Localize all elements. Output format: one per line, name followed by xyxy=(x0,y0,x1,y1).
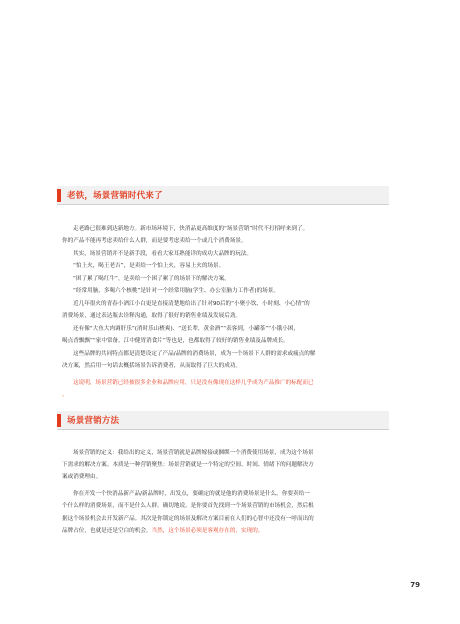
paragraph-line-text: 品牌占位，也就是还是空白的机会。 xyxy=(62,528,152,534)
paragraph-line xyxy=(62,526,392,538)
section-header-2 xyxy=(57,411,389,430)
paragraph-line: “怕上火，喝王老吉”，是卖给一个怕上火，容易上火的场景。 xyxy=(73,263,225,269)
paragraph-line: 案或消费理由。 xyxy=(62,474,102,480)
highlight-line: 这说明，场景营销已经被很多企业和品牌应用，只是没有像现在这样几乎成为产品推广的标配而已 xyxy=(73,380,314,386)
paragraph-line: 消费场景，通过表达瓶去诠释沟通，取得了很好的销售业绩及发展后劲。 xyxy=(62,313,242,319)
page-number: 79 xyxy=(410,581,420,589)
section-header-1 xyxy=(57,186,389,205)
paragraph-line: 走老路已很难到达新地方。新市场环境下，快消品更高维度的“场景营销”时代不打招呼来到了。 xyxy=(73,226,309,232)
paragraph-line: 喝点香飘飘”“家中常备，江中健胃消食片”等也是，也都取得了较好的销售业绩及品牌成长。 xyxy=(62,338,289,344)
paragraph-line: 决方案，然后用一句话去概括场景告诉消费者，从而取得了巨大的成功。 xyxy=(62,363,242,369)
paragraph-line: 个什么样的消费场景，而不是什么人群。确切地说，是你要首先找到一个场景营销的市场机会，然后根 xyxy=(62,503,314,509)
paragraph-line: “困了累了喝红牛”，是卖给一个困了累了的场景下的解决方案。 xyxy=(73,276,230,282)
paragraph-line: 其实，场景营销并不是新手段，看看大家耳熟能详的成功大品牌的玩法。 xyxy=(73,251,253,257)
section-title-2: 场景营销方法 xyxy=(67,416,120,426)
paragraph-line: 据这个场景机会去开发新产品。其次是你锁定的场景及解决方案目前在人们的心智中还没有一呼而出的 xyxy=(62,516,314,522)
paragraph-line: 下需求的解决方案。本质是一种营销聚焦：场景营销就是一个特定的空间、时间、情绪下的问题解决方 xyxy=(62,462,314,468)
paragraph-line: 这些品牌的共同特点都是清楚设定了产品/品牌的消费场景，成为一个场景下人群的需求或痛点的解 xyxy=(73,351,316,357)
section-title-1: 老铁，场景营销时代来了 xyxy=(67,191,163,201)
paragraph-line: 你在开发一个快消品新产品/新品牌时，出发点，要确定的就是他的消费场景是什么。你要卖给一 xyxy=(73,491,310,497)
paragraph-line: 还有像“大鱼大肉调肝乐”(消时乐山楂爽)、“送长辈，黄金酒”“表客到，小罐茶”“小饿小困， xyxy=(73,326,300,332)
paragraph-line: 近几年很火的青春小酒江小白更是直接清楚地给出了针对90后的“小聚小饮、小时刻、小心情”的 xyxy=(73,301,310,307)
section-marker xyxy=(57,189,61,202)
highlight-text: 当然，这个场景必须是客观存在的，实现的。 xyxy=(151,528,264,534)
paragraph-line: 场景营销的定义：我给出的定义，场景营销就是品牌嫁接或捆绑一个消费使用场景，成为这个场景 xyxy=(73,450,314,456)
highlight-line: 。 xyxy=(62,392,68,398)
paragraph-line: 你的产品不能再考虑卖给什么人群，而是要考虑卖给一个或几个消费场景。 xyxy=(62,238,247,244)
paragraph-line: “经常用脑，多喝六个核桃”是针对一个经常用脑(学生、办公室脑力工作者)的场景。 xyxy=(73,288,279,294)
section-marker xyxy=(57,414,61,427)
